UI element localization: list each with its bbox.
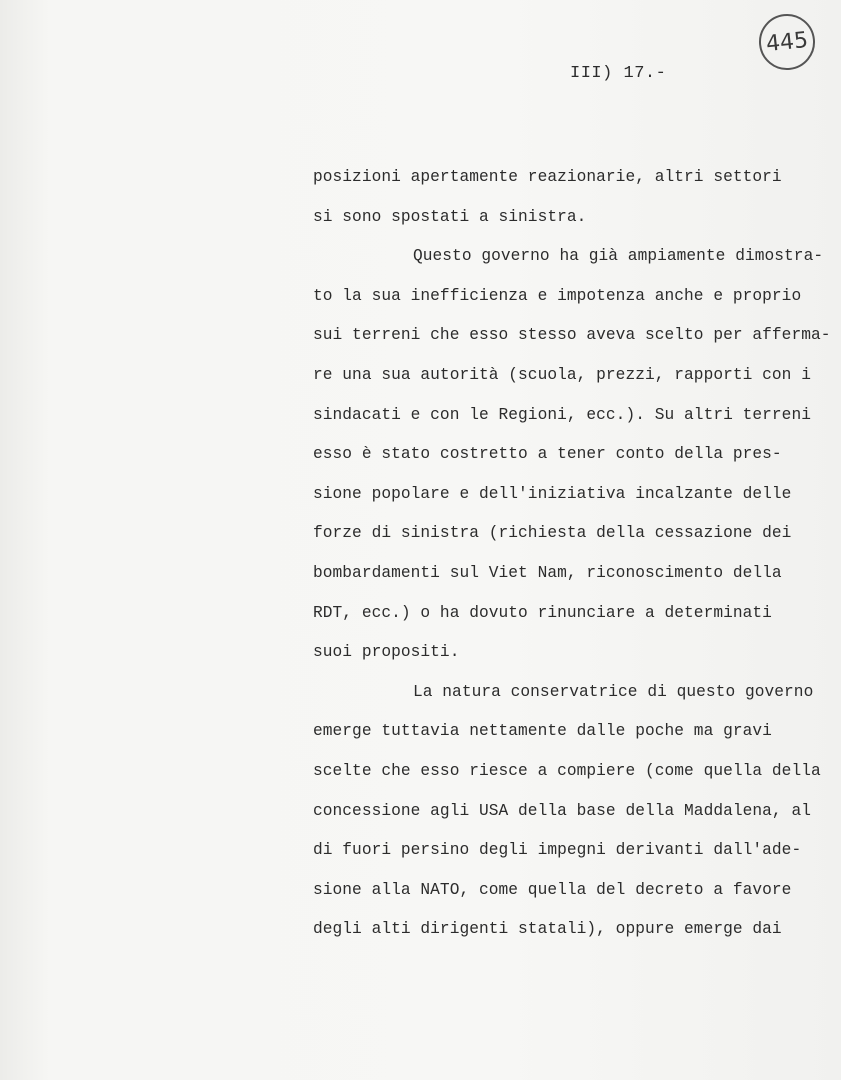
text-line: sione popolare e dell'iniziativa incalzante delle (313, 484, 792, 503)
text-line: sione alla NATO, come quella del decreto a favore (313, 880, 792, 899)
text-line-indented: Questo governo ha già ampiamente dimostra- (413, 247, 824, 266)
text-line: di fuori persino degli impegni derivanti dall'ade- (313, 841, 802, 860)
text-line: esso è stato costretto a tener conto della pres- (313, 445, 782, 464)
text-line: degli alti dirigenti statali), oppure emerge dai (313, 920, 782, 939)
text-line: concessione agli USA della base della Maddalena, al (313, 801, 811, 820)
text-line: scelte che esso riesce a compiere (come quella della (313, 761, 821, 780)
text-line-indented: La natura conservatrice di questo governo (413, 682, 814, 701)
text-line: re una sua autorità (scuola, prezzi, rapporti con i (313, 365, 811, 384)
text-line: suoi propositi. (313, 643, 460, 662)
body-text (313, 158, 831, 950)
text-line: emerge tuttavia nettamente dalle poche ma gravi (313, 722, 772, 741)
text-line: si sono spostati a sinistra. (313, 207, 587, 226)
text-line: forze di sinistra (richiesta della cessazione dei (313, 524, 792, 543)
text-line: bombardamenti sul Viet Nam, riconoscimento della (313, 563, 782, 582)
archive-stamp-number (756, 11, 818, 73)
page-number: III) 17.- (570, 64, 667, 83)
text-line: sui terreni che esso stesso aveva scelto per afferma- (313, 326, 831, 345)
text-line: sindacati e con le Regioni, ecc.). Su altri terreni (313, 405, 811, 424)
stamp-number-text: 445 (764, 27, 810, 57)
text-line: posizioni apertamente reazionarie, altri settori (313, 168, 782, 186)
text-line: RDT, ecc.) o ha dovuto rinunciare a determinati (313, 603, 772, 622)
text-line: to la sua inefficienza e impotenza anche e proprio (313, 286, 802, 305)
